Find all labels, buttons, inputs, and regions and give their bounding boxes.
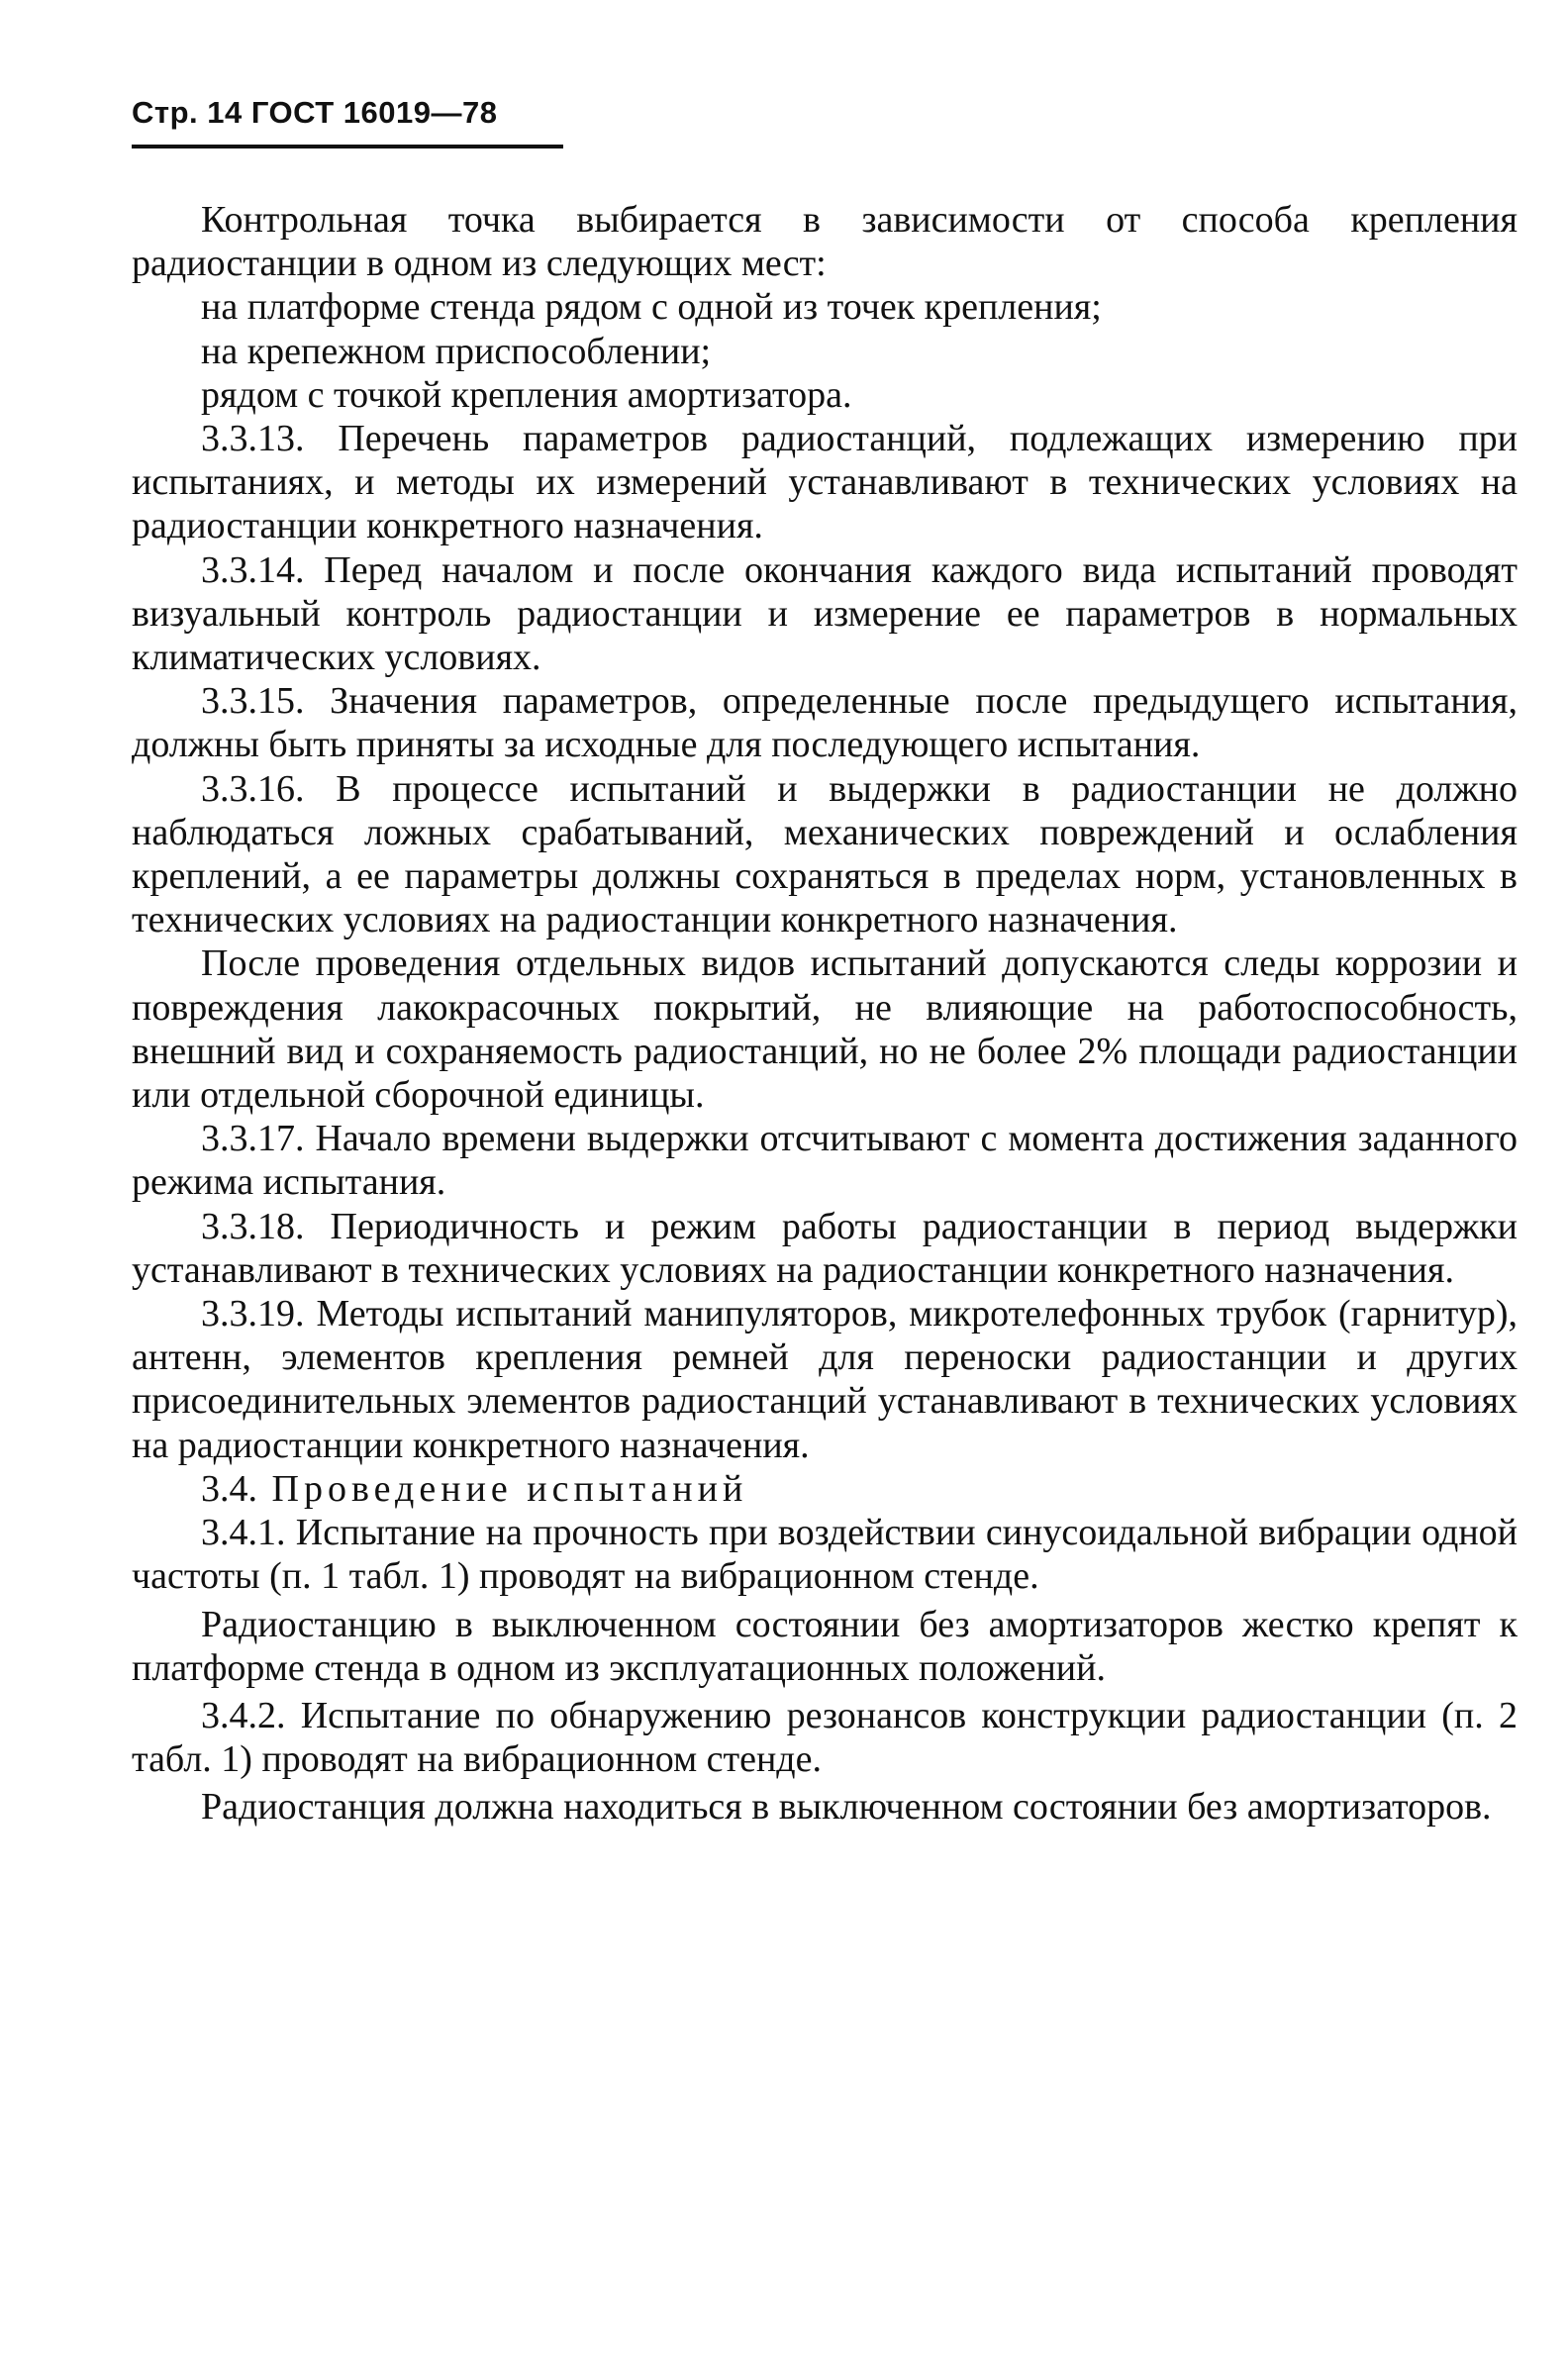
clause-3-3-14: 3.3.14. Перед началом и после окончания каждого вида испытаний проводят визуальный контроль радиостанции и измерение ее параметров в нормальных климатических условиях. <box>132 548 1518 679</box>
list-item: на крепежном приспособлении; <box>201 330 712 372</box>
paragraph: Контрольная точка выбирается в зависимости от способа крепления радиостанции в одном из следующих мест: <box>132 199 1518 285</box>
clause-3-3-16: 3.3.16. В процессе испытаний и выдержки в радиостанции не должно наблюдаться ложных срабатываний, механических повреждений и ослабления креплений, а ее параметры должны сохраняться в пределах норм, установленных в технических условиях на радиостанции конкретного назначения. <box>132 767 1518 941</box>
section-number: 3.4. <box>201 1467 257 1510</box>
clause-3-3-13: 3.3.13. Перечень параметров радиостанций, подлежащих измерению при испытаниях, и методы их измерений устанавливают в технических условиях на радиостанции конкретного назначения. <box>132 418 1518 547</box>
paragraph: Радиостанцию в выключенном состоянии без амортизаторов жестко крепят к платформе стенда в одном из эксплуатационных положений. <box>132 1603 1518 1689</box>
clause-3-4-2: 3.4.2. Испытание по обнаружению резонансов конструкции радиостанции (п. 2 табл. 1) проводят на вибрационном стенде. <box>132 1694 1518 1781</box>
clause-3-3-19: 3.3.19. Методы испытаний манипуляторов, микротелефонных трубок (гарнитур), антенн, элементов крепления ремней для переноски радиостанции и других присоединительных элементов радиостанций устанавливают в технических условиях на радиостанции конкретного назначения. <box>132 1293 1518 1466</box>
section-heading <box>132 1467 1518 1511</box>
list-item: на платформе стенда рядом с одной из точек крепления; <box>201 286 1102 329</box>
body-text <box>132 198 1518 1830</box>
paragraph: После проведения отдельных видов испытаний допускаются следы коррозии и повреждения лакокрасочных покрытий, не влияющие на работоспособность, внешний вид и сохраняемость радиостанций, но не более 2% площади радиостанции или отдельной сборочной единицы. <box>132 942 1518 1117</box>
list-item: рядом с точкой крепления амортизатора. <box>201 373 852 416</box>
clause-3-3-18: 3.3.18. Периодичность и режим работы радиостанции в период выдержки устанавливают в технических условиях на радиостанции конкретного назначения. <box>132 1205 1518 1291</box>
clause-3-4-1: 3.4.1. Испытание на прочность при воздействии синусоидальной вибрации одной частоты (п. 1 табл. 1) проводят на вибрационном стенде. <box>132 1512 1518 1598</box>
header-rule <box>132 145 563 148</box>
paragraph: Радиостанция должна находиться в выключенном состоянии без амортизаторов. <box>201 1786 1492 1829</box>
clause-3-3-17: 3.3.17. Начало времени выдержки отсчитывают с момента достижения заданного режима испытания. <box>132 1118 1518 1204</box>
clause-3-3-15: 3.3.15. Значения параметров, определенные после предыдущего испытания, должны быть приняты за исходные для последующего испытания. <box>132 680 1518 766</box>
page-header: Стр. 14 ГОСТ 16019—78 <box>132 95 498 130</box>
section-title: Проведение испытаний <box>271 1467 748 1510</box>
